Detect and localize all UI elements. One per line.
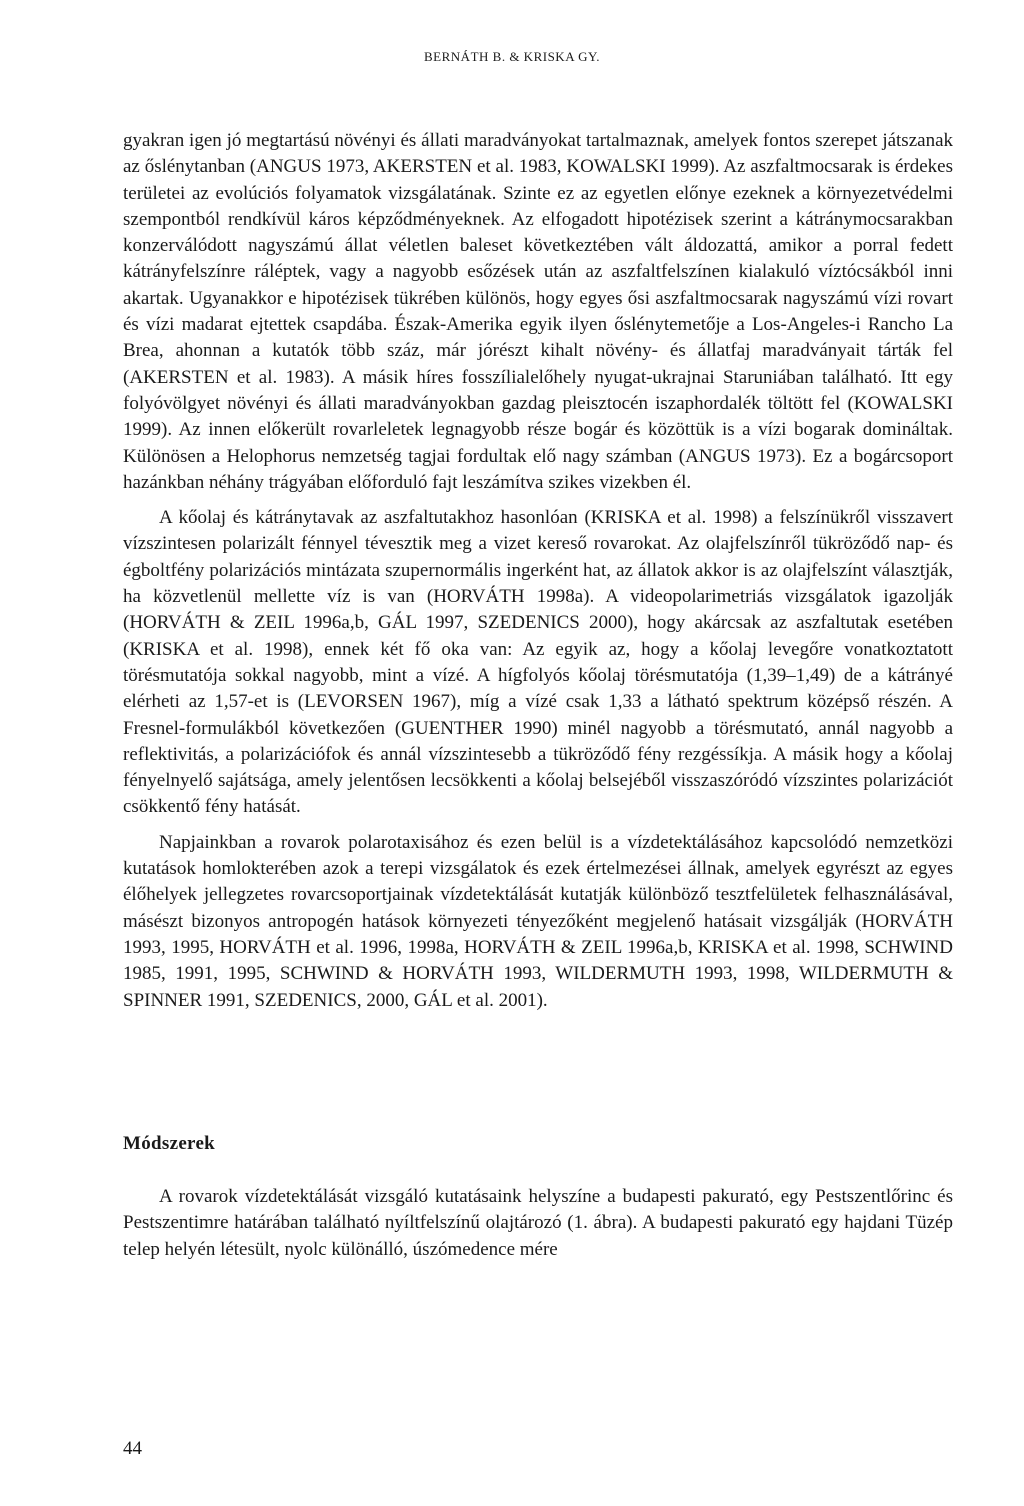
paragraph: gyakran igen jó megtartású növényi és állati maradványokat tartalmaznak, amelyek fontos szerepet játszanak az őslénytanban (ANGUS 1973, AKERSTEN et al. 1983, KOWALSKI 1999). Az aszfaltmocsarak is érdekes területei az evolúciós folyamatok vizsgálatának. Szinte ez az egyetlen előnye ezeknek a környezetvédelmi szempontból rendkívül káros képződményeknek. Az elfogadott hipotézisek szerint a kátránymocsarakban konzerválódott nagyszámú állat véletlen baleset következtében vált áldozattá, amikor a porral fedett kátrányfelszínre ráléptek, vagy a nagyobb esőzések után az aszfaltfelszínen kialakuló víztócsákból inni akartak. Ugyanakkor e hipotézisek tükrében különös, hogy egyes ősi aszfaltmocsarak nagyszámú vízi rovart és vízi madarat ejtettek csapdába. Észak-Amerika egyik ilyen őslénytemetője a Los-Angeles-i Rancho La Brea, ahonnan a kutatók több száz, már jórészt kihalt növény- és állatfaj maradványait tárták fel (AKERSTEN et al. 1983). A másik híres fosszílialelőhely nyugat-ukrajnai Staruniában található. Itt egy folyóvölgyet növényi és állati maradványokban gazdag pleisztocén iszaphordalék töltött fel (KOWALSKI 1999). Az innen előkerült rovarleletek legnagyobb része bogár és közöttük is a vízi bogarak domináltak. Különösen a Helophorus nemzetség tagjai fordultak elő nagy számban (ANGUS 1973). Ez a bogárcsoport hazánkban néhány trágyában előforduló fajt leszámítva szikes vizekben él.	[123, 130, 953, 493]
methods-text	[123, 1184, 953, 1263]
paragraph: Napjainkban a rovarok polarotaxisához és ezen belül is a vízdetektálásához kapcsolódó nemzetközi kutatások homlokterében azok a terepi vizsgálatok és ezek értelmezései állnak, amelyek egyrészt az egyes élőhelyek jellegzetes rovarcsoportjainak vízdetektálását kutatják különböző tesztfelületek felhasználásával, másészt bizonyos antropogén hatások környezeti tényezőként megjelenő hatásait vizsgálják (HORVÁTH 1993, 1995, HORVÁTH et al. 1996, 1998a, HORVÁTH & ZEIL 1996a,b, KRISKA et al. 1998, SCHWIND 1985, 1991, 1995, SCHWIND & HORVÁTH 1993, WILDERMUTH 1993, 1998, WILDERMUTH & SPINNER 1991, SZEDENICS, 2000, GÁL et al. 2001).	[123, 831, 953, 1011]
paragraph: A rovarok vízdetektálását vizsgáló kutatásaink helyszíne a budapesti pakurató, egy Pestszentlőrinc és Pestszentimre határában található nyíltfelszínű olajtározó (1. ábra). A budapesti pakurató egy hajdani Tüzép telep helyén létesült, nyolc különálló, úszómedence mére	[123, 1186, 953, 1260]
body-text	[123, 128, 953, 1014]
paragraph: A kőolaj és kátránytavak az aszfaltutakhoz hasonlóan (KRISKA et al. 1998) a felszínükről visszavert vízszintesen polarizált fénnyel tévesztik meg a vizet kereső rovarokat. Az olajfelszínről tükröződő nap- és égboltfény polarizációs mintázata szupernormális ingerként hat, az állatok akkor is az olajfelszínt választják, ha közvetlenül mellette víz is van (HORVÁTH 1998a). A videopolarimetriás vizsgálatok igazolják (HORVÁTH & ZEIL 1996a,b, GÁL 1997, SZEDENICS 2000), hogy akárcsak az aszfaltutak esetében (KRISKA et al. 1998), ennek két fő oka van: Az egyik az, hogy a kőolaj levegőre vonatkoztatott törésmutatója sokkal nagyobb, mint a vízé. A hígfolyós kőolaj törésmutatója (1,39–1,49) de a kátrányé elérheti az 1,57-et is (LEVORSEN 1967), míg a vízé csak 1,33 a látható spektrum középső részén. A Fresnel-formulákból következően (GUENTHER 1990) minél nagyobb a törésmutató, annál nagyobb a reflektivitás, a polarizációfok és annál vízszintesebb a tükröződő fény rezgéssíkja. A másik hogy a kőolaj fényelnyelő sajátsága, amely jelentősen lecsökkenti a kőolaj belsejéből visszaszóródó vízszintes polarizációt csökkentő fény hatását.	[123, 507, 953, 818]
section-heading: Módszerek	[123, 1133, 216, 1154]
running-head: BERNÁTH B. & KRISKA GY.	[424, 49, 600, 64]
page-number: 44	[123, 1438, 142, 1459]
